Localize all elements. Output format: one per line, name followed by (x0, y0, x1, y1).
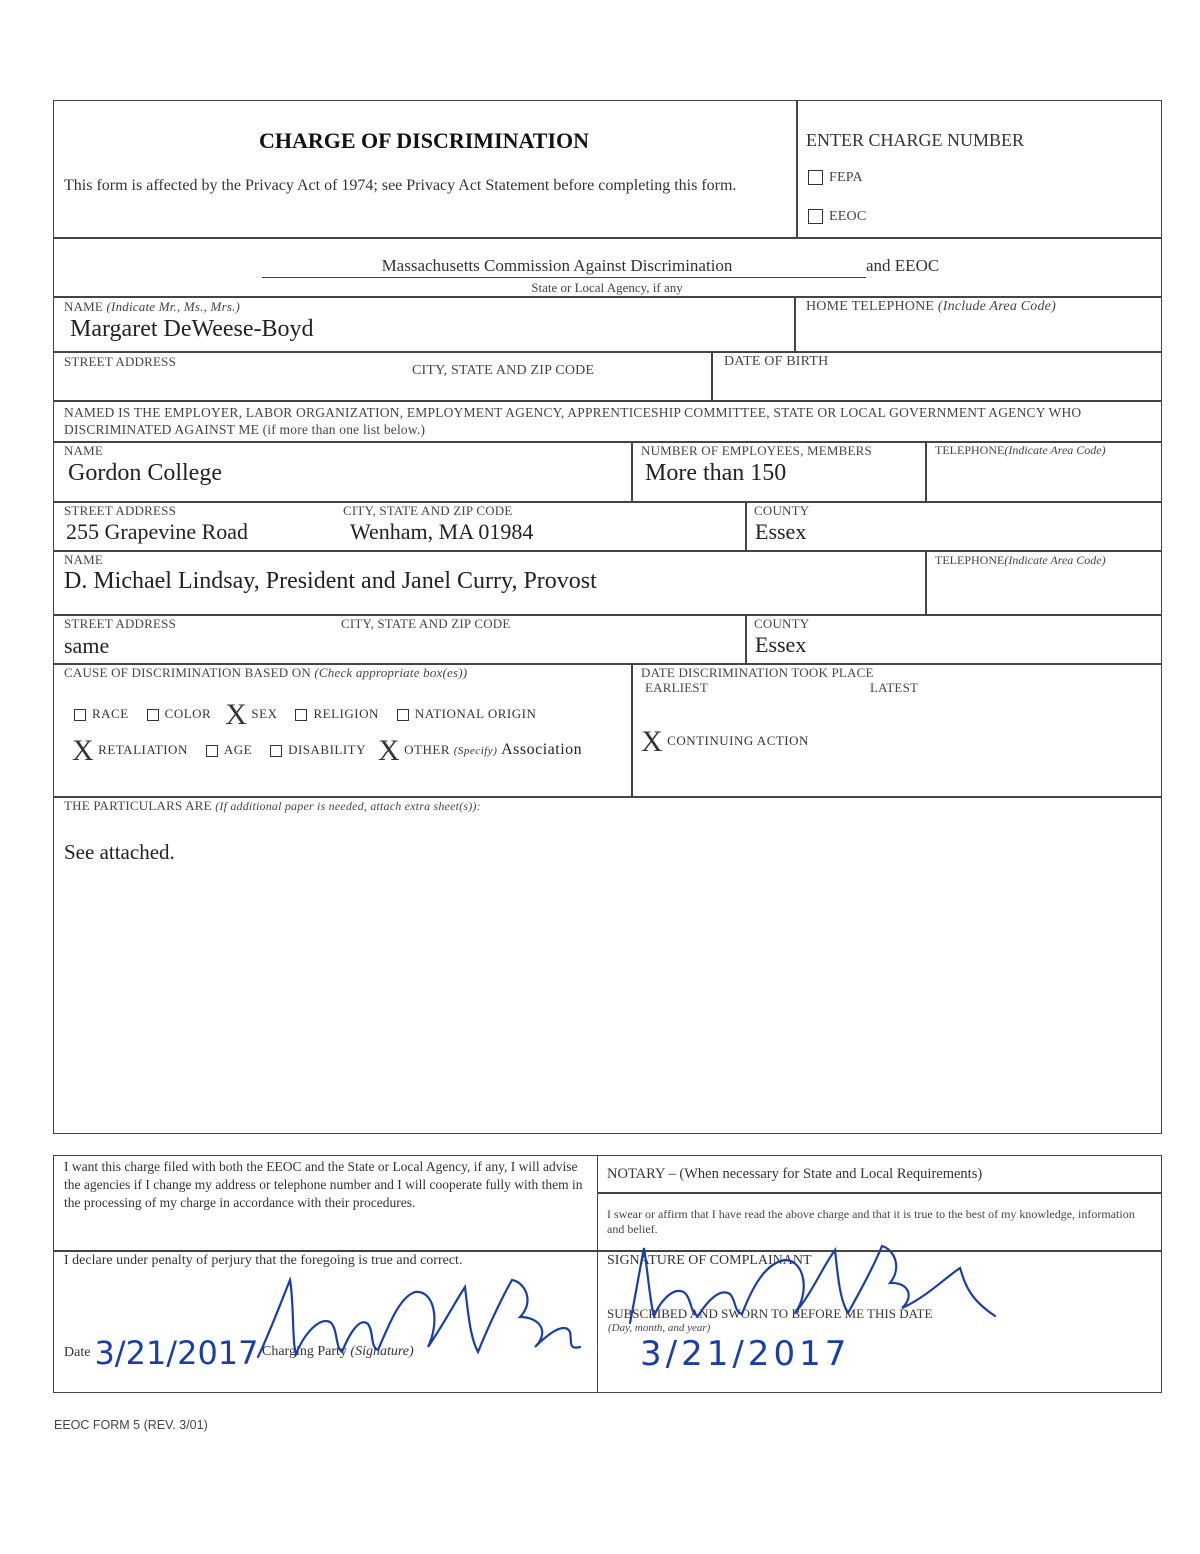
latest-label: LATEST (870, 680, 919, 695)
fepa-label: FEPA (829, 170, 863, 185)
agency-suffix: and EEOC (866, 256, 940, 275)
respondent2-phone-label (935, 553, 1106, 568)
other-check-mark[interactable]: X (378, 734, 401, 767)
national-origin-label: NATIONAL ORIGIN (414, 705, 537, 721)
divider (53, 296, 1162, 298)
other-hint: (Specify) (453, 744, 498, 757)
fepa-checkbox-row[interactable] (808, 168, 863, 186)
divider (745, 501, 747, 551)
age-label: AGE (223, 741, 253, 757)
retaliation-option[interactable] (72, 734, 188, 767)
sex-option[interactable] (225, 698, 278, 731)
respondent2-phone-label-text: TELEPHONE (935, 553, 1005, 567)
respondent1-name-label: NAME (64, 443, 104, 458)
charge-number-label: ENTER CHARGE NUMBER (806, 130, 1025, 150)
complainant-name[interactable]: Margaret DeWeese-Boyd (70, 316, 314, 342)
complainant-name-hint: (Indicate Mr., Ms., Mrs.) (106, 299, 241, 314)
agency-caption: State or Local Agency, if any (531, 280, 683, 295)
respondent1-county[interactable]: Essex (755, 519, 807, 544)
respondent1-name[interactable]: Gordon College (68, 460, 222, 486)
date-label: Date (64, 1345, 91, 1360)
other-option[interactable] (378, 734, 583, 767)
color-option[interactable] (147, 706, 212, 721)
religion-checkbox[interactable] (295, 709, 307, 721)
divider (631, 663, 633, 797)
respondent1-phone-label (935, 443, 1106, 458)
home-phone-hint: (Include Area Code) (937, 299, 1056, 314)
agency-underline (262, 277, 866, 278)
respondent2-street-label: STREET ADDRESS (64, 616, 176, 631)
respondent1-city[interactable]: Wenham, MA 01984 (350, 519, 534, 544)
divider (53, 501, 1162, 503)
complainant-sig-label: SIGNATURE OF COMPLAINANT (607, 1253, 812, 1268)
age-option[interactable] (206, 742, 252, 757)
other-value[interactable]: Association (501, 740, 583, 758)
national-origin-option[interactable] (397, 706, 536, 721)
divider (794, 296, 796, 352)
respondent2-name-label: NAME (64, 552, 104, 567)
complainant-city-label: CITY, STATE AND ZIP CODE (412, 363, 595, 378)
retaliation-label: RETALIATION (98, 741, 188, 757)
race-checkbox[interactable] (74, 709, 86, 721)
charging-party-label: Charging Party (262, 1344, 347, 1359)
color-checkbox[interactable] (147, 709, 159, 721)
religion-option[interactable] (295, 706, 378, 721)
home-phone-label-text: HOME TELEPHONE (806, 299, 935, 314)
respondent1-street-label: STREET ADDRESS (64, 503, 176, 518)
respondent2-phone-hint: (Indicate Area Code) (1004, 553, 1106, 567)
particulars-label-text: THE PARTICULARS ARE (64, 798, 212, 813)
home-phone-label (806, 299, 1056, 315)
complainant-street-label: STREET ADDRESS (64, 354, 176, 369)
complainant-name-label-text: NAME (64, 299, 104, 314)
notary-date-handwritten[interactable]: 3/21/2017 (640, 1334, 851, 1374)
sex-label: SEX (251, 705, 278, 721)
form-title: CHARGE OF DISCRIMINATION (258, 128, 590, 153)
particulars-text[interactable]: See attached. (64, 840, 175, 864)
divider (53, 237, 1162, 239)
respondent1-street[interactable]: 255 Grapevine Road (66, 519, 249, 544)
retaliation-check-mark[interactable]: X (72, 734, 95, 767)
race-option[interactable] (74, 706, 129, 721)
religion-label: RELIGION (313, 705, 379, 721)
complainant-signature[interactable] (600, 1238, 1000, 1333)
divider (745, 614, 747, 664)
disability-checkbox[interactable] (270, 745, 282, 757)
charging-party-hint: (Signature) (350, 1344, 414, 1359)
employees-value[interactable]: More than 150 (645, 460, 787, 486)
notary-label: NOTARY – (When necessary for State and Local Requirements) (607, 1166, 983, 1182)
color-label: COLOR (164, 705, 212, 721)
swear-statement: I swear or affirm that I have read the above charge and that it is true to the best of my knowledge, information and belief. (607, 1207, 1135, 1236)
filing-statement: I want this charge filed with both the EEOC and the State or Local Agency, if any, I will advise the agencies if I change my address or telephone number and I will cooperate fully with them in the processing of my charge in accordance with their procedures. (64, 1159, 583, 1210)
eeoc-checkbox-row[interactable] (808, 207, 866, 225)
particulars-label (64, 798, 481, 814)
dates-label: DATE DISCRIMINATION TOOK PLACE (641, 665, 874, 680)
divider (597, 1192, 1162, 1194)
employees-label: NUMBER OF EMPLOYEES, MEMBERS (641, 443, 872, 458)
date-field[interactable] (64, 1334, 259, 1372)
perjury-declaration: I declare under penalty of perjury that the foregoing is true and correct. (64, 1253, 463, 1268)
disability-option[interactable] (270, 742, 366, 757)
divider (711, 351, 713, 401)
eeoc-checkbox[interactable] (808, 209, 823, 224)
national-origin-checkbox[interactable] (397, 709, 409, 721)
continuing-label: CONTINUING ACTION (667, 732, 809, 748)
respondent2-county[interactable]: Essex (755, 632, 807, 657)
cause-label-text: CAUSE OF DISCRIMINATION BASED ON (64, 665, 311, 680)
divider (53, 351, 1162, 353)
subscribed-label: SUBSCRIBED AND SWORN TO BEFORE ME THIS DATE (607, 1306, 933, 1321)
race-label: RACE (92, 705, 129, 721)
respondent1-city-label: CITY, STATE AND ZIP CODE (343, 503, 513, 518)
continuing-check-mark[interactable]: X (641, 725, 664, 758)
divider (925, 550, 927, 615)
fepa-checkbox[interactable] (808, 170, 823, 185)
respondent2-county-label: COUNTY (754, 616, 810, 631)
agency-name: Massachusetts Commission Against Discrimination (381, 256, 733, 275)
divider (53, 400, 1162, 402)
earliest-label: EARLIEST (645, 680, 708, 695)
continuing-action-option[interactable] (641, 727, 809, 757)
respondent1-phone-label-text: TELEPHONE (935, 443, 1005, 457)
divider (796, 100, 798, 238)
respondent2-name[interactable]: D. Michael Lindsay, President and Janel Curry, Provost (64, 568, 597, 594)
cause-row-1 (74, 700, 629, 730)
privacy-note: This form is affected by the Privacy Act of 1974; see Privacy Act Statement before completing this form. (64, 177, 737, 194)
eeoc-label: EEOC (829, 209, 867, 224)
sex-check-mark[interactable]: X (225, 698, 248, 731)
divider (53, 614, 1162, 616)
divider (631, 441, 633, 502)
respondent1-county-label: COUNTY (754, 503, 810, 518)
cause-row-2 (72, 736, 630, 766)
disability-label: DISABILITY (288, 741, 366, 757)
charging-party-signature[interactable] (250, 1262, 590, 1372)
respondent-intro: NAMED IS THE EMPLOYER, LABOR ORGANIZATION, EMPLOYMENT AGENCY, APPRENTICESHIP COMMITTEE, STATE OR LOCAL GOVERNMENT AGENCY WHO DISCRIMINATED AGAINST ME (if more than one list below.) (64, 405, 1082, 437)
date-value-handwritten[interactable]: 3/21/2017 (94, 1334, 259, 1372)
complainant-dob-label: DATE OF BIRTH (724, 354, 829, 369)
age-checkbox[interactable] (206, 745, 218, 757)
cause-hint: (Check appropriate box(es)) (314, 665, 468, 680)
cause-label (64, 665, 467, 681)
form-id: EEOC FORM 5 (REV. 3/01) (54, 1418, 208, 1432)
respondent2-street[interactable]: same (64, 633, 110, 658)
other-label: OTHER (404, 741, 451, 757)
divider (53, 550, 1162, 552)
subscribed-hint: (Day, month, and year) (608, 1322, 711, 1334)
respondent1-phone-hint: (Indicate Area Code) (1004, 443, 1106, 457)
respondent2-city-label: CITY, STATE AND ZIP CODE (341, 616, 511, 631)
complainant-name-label (64, 299, 240, 315)
particulars-hint: (If additional paper is needed, attach extra sheet(s)): (215, 799, 481, 813)
divider (925, 441, 927, 502)
